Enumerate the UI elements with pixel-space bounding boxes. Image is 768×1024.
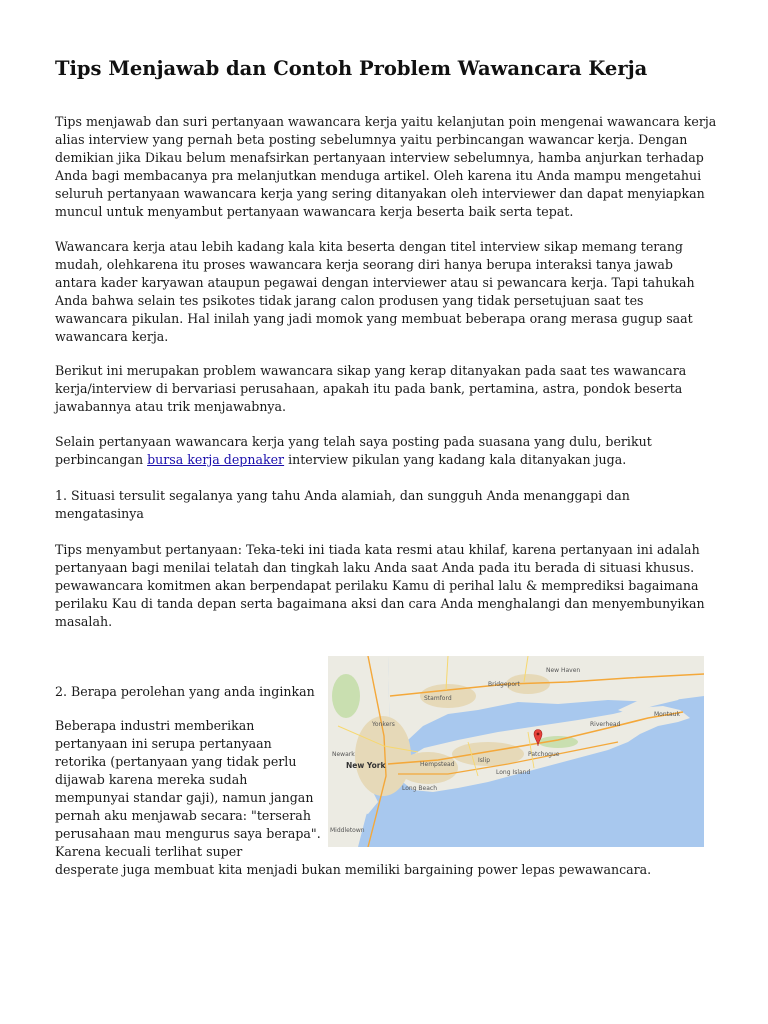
question-2-tips: Beberapa industri memberikan pertanyaan ini serupa pertanyaan retorika (pertanyaan yang tidak perlu dijawab karena mereka sudah mempunyai standar gaji), namun jangan pernah aku menjawab secara: "terserah perusahaan mau mengurus saya berapa". Karena kecuali terlihat super [55,718,321,859]
map-label-long-island: Long Island [496,769,531,776]
paragraph-berikut: Berikut ini merupakan problem wawancara sikap yang kerap ditanyakan pada saat tes wawancara kerja/interview di bervariasi perusahaan, apakah itu pada bank, pertamina, astra, pondok beserta jawabannya atau trik menjawabnya. [55,363,687,414]
map-label-middletown: Middletown [330,827,365,834]
question-2-tips-tail: desperate juga membuat kita menjadi bukan memiliki bargaining power lepas pewawancara. [55,862,652,877]
map-label-riverhead: Riverhead [590,721,621,728]
map-label-new-york: New York [346,761,386,770]
map-label-islip: Islip [478,757,491,764]
paragraph-selain-text-a: Selain pertanyaan wawancara kerja yang telah saya posting pada suasana yang dulu, berikut perbincangan [55,434,652,467]
long-island-map [328,656,704,847]
question-1-tips: Tips menyambut pertanyaan: Teka-teki ini tiada kata resmi atau khilaf, karena pertanyaan ini adalah pertanyaan bagi menilai telatah dan tingkah laku Anda saat Anda pada itu berada di situasi khusus. pewawancara komitmen akan berpendapat perilaku Kamu di perihal lalu & memprediksi bagaimana perilaku Kau di tanda depan serta bagaimana aksi dan cara Anda menghalangi dan menyembunyikan masalah. [55,542,705,629]
paragraph-selain [55,433,717,469]
paragraph-selain-text-b: interview pikulan yang kadang kala ditanyakan juga. [284,452,627,467]
map-label-newark: Newark [332,751,355,758]
question-2-heading: 2. Berapa perolehan yang anda inginkan [55,684,315,699]
paragraph-wawancara: Wawancara kerja atau lebih kadang kala kita beserta dengan titel interview sikap memang terang mudah, olehkarena itu proses wawancara kerja seorang diri hanya berupa interaksi tanya jawab antara kader karyawan ataupun pegawai dengan interviewer atau si pewancara kerja. Tapi tahukah Anda bahwa selain tes psikotes tidak jarang calon produsen yang tidak persetujuan saat tes wawancara pikulan. Hal inilah yang jadi momok yang membuat beberapa orang merasa gugup saat wawancara kerja. [55,239,695,344]
map-label-montauk: Montauk [654,711,680,718]
map-label-yonkers: Yonkers [372,721,395,728]
paragraph-intro: Tips menjawab dan suri pertanyaan wawancara kerja yaitu kelanjutan poin mengenai wawancara kerja alias interview yang pernah beta posting sebelumnya yaitu perbincangan wawancar kerja. Dengan demikian jika Dikau belum menafsirkan pertanyaan interview sebelumnya, hamba anjurkan terhadap Anda bagi membacanya pra melanjutkan menduga artikel. Oleh karena itu Anda mampu mengetahui seluruh pertanyaan wawancara kerja yang sering ditanyakan oleh interviewer dan dapat menyiapkan muncul untuk menyambut pertanyaan wawancara kerja beserta baik serta tepat. [55,114,717,219]
map-label-stamford: Stamford [424,695,452,702]
question-1-heading: 1. Situasi tersulit segalanya yang tahu Anda alamiah, dan sungguh Anda menanggapi dan mengatasinya [55,488,630,521]
map-label-hempstead: Hempstead [420,761,455,768]
map-label-long-beach: Long Beach [402,785,438,792]
bursa-kerja-link[interactable]: bursa kerja depnaker [147,452,285,467]
map-label-bridgeport: Bridgeport [488,681,520,688]
map-graphic [328,656,704,847]
map-label-patchogue: Patchogue [528,751,560,758]
map-label-new-haven: New Haven [546,667,581,674]
page-title: Tips Menjawab dan Contoh Problem Wawancara Kerja [55,57,648,80]
